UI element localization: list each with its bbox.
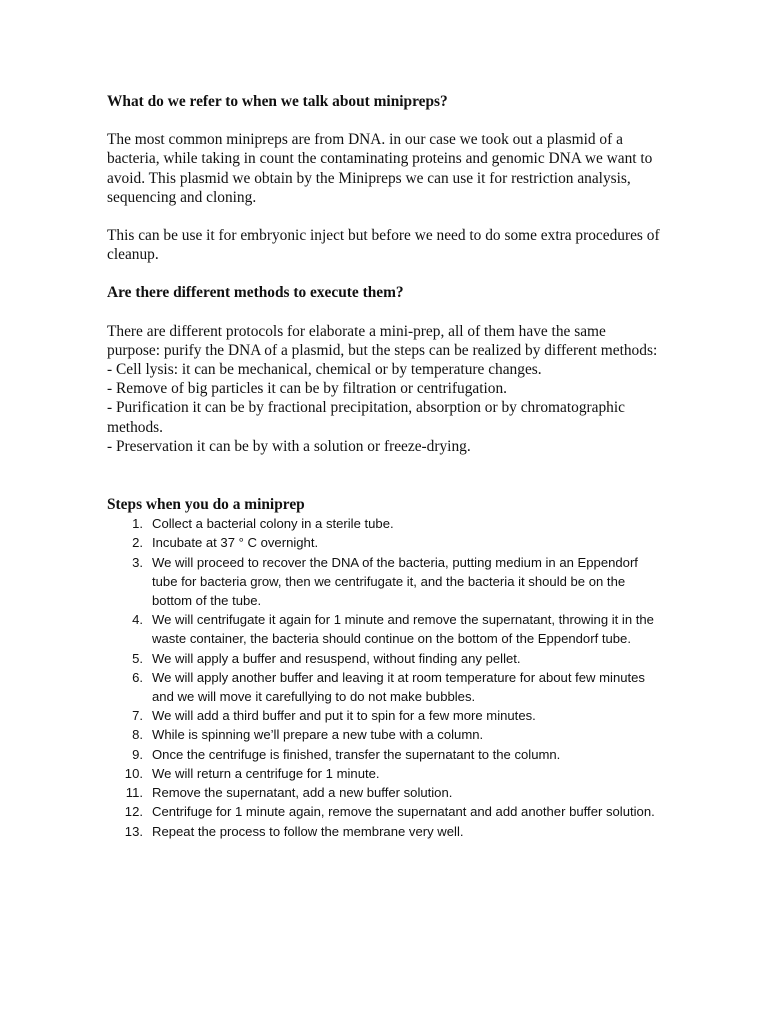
step-text: Remove the supernatant, add a new buffer solution. xyxy=(152,785,453,801)
step-number: 1. xyxy=(132,516,143,532)
step-number: 9. xyxy=(132,746,143,762)
step-text: We will centrifugate it again for 1 minute and remove the supernatant, throwing it in the waste container, the bacteria should continue on the bottom of the Eppendorf tube. xyxy=(152,612,654,647)
step-text: We will proceed to recover the DNA of the bacteria, putting medium in an Eppendorf tube for bacteria grow, then we centrifugate it, and the bacteria it should be on the bottom of the tube. xyxy=(152,554,638,609)
list-item xyxy=(107,745,662,764)
paragraph-protocols: There are different protocols for elaborate a mini-prep, all of them have the same purpose: purify the DNA of a plasmid, but the steps can be realized by different methods: xyxy=(107,322,658,359)
step-number: 13. xyxy=(124,823,143,839)
list-item xyxy=(107,802,662,821)
list-item xyxy=(107,553,662,611)
section-heading-steps: Steps when you do a miniprep xyxy=(107,496,305,514)
method-item-purification: - Purification it can be by fractional precipitation, absorption or by chromatographic methods. xyxy=(107,399,625,436)
method-item-remove-particles: - Remove of big particles it can be by filtration or centrifugation. xyxy=(107,380,508,398)
step-number: 5. xyxy=(132,650,143,666)
section-heading-methods: Are there different methods to execute them? xyxy=(107,284,404,302)
list-item xyxy=(107,706,662,725)
step-number: 10. xyxy=(124,765,143,781)
step-number: 3. xyxy=(132,554,143,570)
step-text: Incubate at 37 ° C overnight. xyxy=(152,535,319,551)
step-number: 12. xyxy=(124,804,143,820)
list-item xyxy=(107,610,662,648)
list-item xyxy=(107,764,662,783)
step-text: We will apply a buffer and resuspend, without finding any pellet. xyxy=(152,650,521,666)
steps-list xyxy=(107,514,662,840)
step-number: 2. xyxy=(132,535,143,551)
list-item xyxy=(107,725,662,744)
list-item xyxy=(107,514,662,533)
paragraph-embryonic-inject: This can be use it for embryonic inject but before we need to do some extra procedures of cleanup. xyxy=(107,227,660,264)
method-item-preservation: - Preservation it can be by with a solution or freeze-drying. xyxy=(107,437,471,455)
step-text: Collect a bacterial colony in a sterile tube. xyxy=(152,516,394,532)
step-text: We will add a third buffer and put it to spin for a few more minutes. xyxy=(152,708,536,724)
list-item xyxy=(107,822,662,841)
section-heading-minipreps: What do we refer to when we talk about minipreps? xyxy=(107,93,448,110)
step-number: 11. xyxy=(125,785,143,801)
step-number: 8. xyxy=(132,727,143,743)
list-item xyxy=(107,668,662,706)
step-text: We will apply another buffer and leaving it at room temperature for about few minutes and we will move it carefullying to do not make bubbles. xyxy=(152,669,645,705)
document-body xyxy=(107,92,662,841)
step-number: 6. xyxy=(132,669,143,685)
step-text: While is spinning we’ll prepare a new tube with a column. xyxy=(152,727,484,743)
paragraph-minipreps-definition: The most common minipreps are from DNA. in our case we took out a plasmid of a bacteria, while taking in count the contaminating proteins and genomic DNA we want to avoid. This plasmid we obtain by the Minipreps we can use it for restriction analysis, sequencing and cloning. xyxy=(107,131,653,206)
step-text: We will return a centrifuge for 1 minute. xyxy=(152,765,380,781)
step-text: Repeat the process to follow the membrane very well. xyxy=(152,823,464,839)
method-item-cell-lysis: - Cell lysis: it can be mechanical, chemical or by temperature changes. xyxy=(107,361,542,379)
list-item xyxy=(107,649,662,668)
step-text: Centrifuge for 1 minute again, remove the supernatant and add another buffer solution. xyxy=(152,804,655,820)
step-number: 7. xyxy=(132,708,143,724)
list-item xyxy=(107,783,662,802)
step-number: 4. xyxy=(132,612,143,628)
list-item xyxy=(107,533,662,552)
step-text: Once the centrifuge is finished, transfer the supernatant to the column. xyxy=(152,746,561,762)
